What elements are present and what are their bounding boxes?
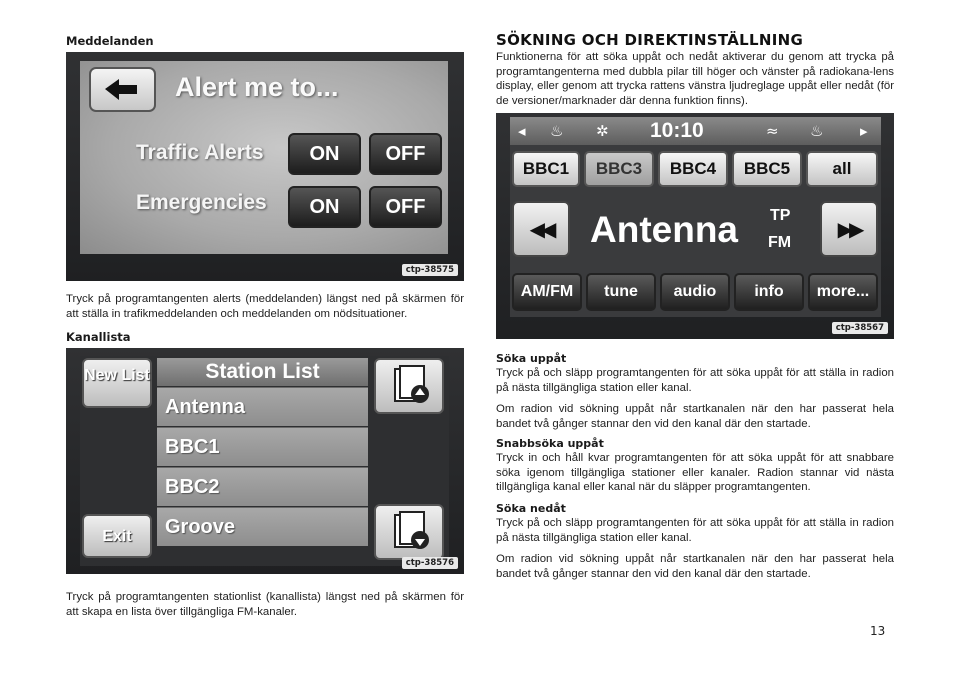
speaker-right-icon: ▸ — [860, 122, 868, 140]
status-bar — [510, 117, 881, 145]
preset-button-all[interactable]: all — [806, 151, 878, 187]
page-down-icon — [376, 506, 442, 558]
am-fm-button[interactable]: AM/FM — [512, 273, 582, 311]
paragraph-alerts: Tryck på programtangenten alerts (meddelanden) längst ned på skärmen för att ställa in trafikmeddelanden och meddelanden om nödsituationer. — [66, 293, 464, 320]
seek-up-button[interactable] — [820, 201, 878, 257]
traffic-alerts-on-button[interactable]: ON — [288, 133, 361, 175]
new-list-label: New List — [84, 367, 150, 384]
paragraph-soka-uppat-2: Om radion vid sökning uppåt når startkanalen när den har passerat hela bandet två gånger stannar den vid den kanal där den startade. — [496, 403, 894, 430]
traffic-alerts-off-button[interactable]: OFF — [369, 133, 442, 175]
seat-heat-icon: ♨ — [550, 122, 564, 140]
preset-button-selected[interactable]: BBC3 — [584, 151, 654, 187]
back-arrow-icon — [91, 69, 154, 110]
current-station: Antenna — [590, 209, 738, 250]
tp-indicator: TP — [770, 207, 791, 224]
seek-forward-icon: ▶▶ — [837, 217, 861, 241]
preset-button[interactable]: BBC4 — [658, 151, 728, 187]
emergencies-off-button[interactable]: OFF — [369, 186, 442, 228]
scroll-up-button[interactable] — [374, 358, 444, 414]
alert-screen-display — [80, 61, 448, 254]
paragraph-snabbsoka-uppat: Tryck in och håll kvar programtangenten för att söka uppåt för att snabbare söka igenom tillgängliga stationer eller kanaler. Radion stannar vid nästa tillgängliga kanal eller kanal när du släpper programtangenten. — [496, 452, 894, 494]
paragraph-soka-nedat-2: Om radion vid sökning uppåt når startkanalen när den har passerat hela bandet två gånger stannar den vid den kanal där den startade. — [496, 553, 894, 580]
station-row[interactable]: Groove — [157, 507, 368, 546]
paragraph-stationlist: Tryck på programtangenten stationlist (kanallista) längst ned på skärmen för att skapa en lista över tillgängliga FM-kanaler. — [66, 591, 464, 618]
page-up-icon — [376, 360, 442, 412]
tune-button[interactable]: tune — [586, 273, 656, 311]
traffic-alerts-label: Traffic Alerts — [136, 141, 264, 164]
image-tag: ctp-38567 — [832, 322, 888, 334]
clock: 10:10 — [650, 119, 704, 142]
seek-down-button[interactable] — [512, 201, 570, 257]
station-list-display — [80, 356, 449, 566]
exit-button[interactable] — [82, 514, 152, 558]
paragraph-soka-nedat-1: Tryck på och släpp programtangenten för att söka uppåt för att ställa in radion på nästa tillgängliga station eller kanal. — [496, 517, 894, 544]
seat-heat-right-icon: ♨ — [810, 122, 824, 140]
station-row[interactable]: Antenna — [157, 387, 368, 426]
radio-display — [510, 117, 881, 317]
seek-back-icon: ◀◀ — [529, 217, 553, 241]
climate-icon: ≈ — [766, 122, 779, 140]
station-list-title: Station List — [157, 358, 368, 386]
station-row[interactable]: BBC1 — [157, 427, 368, 466]
speaker-left-icon: ◂ — [518, 122, 526, 140]
alert-title: Alert me to... — [175, 72, 339, 102]
audio-button[interactable]: audio — [660, 273, 730, 311]
section-heading-meddelanden: Meddelanden — [66, 34, 154, 48]
back-button[interactable] — [89, 67, 156, 112]
preset-button[interactable]: BBC1 — [512, 151, 580, 187]
image-tag: ctp-38576 — [402, 557, 458, 569]
exit-label: Exit — [102, 528, 132, 545]
station-list-screen-image — [66, 348, 464, 574]
subheading-soka-uppat: Söka uppåt — [496, 352, 567, 365]
preset-button[interactable]: BBC5 — [732, 151, 802, 187]
page-number: 13 — [870, 624, 886, 638]
fan-icon: ✲ — [596, 122, 609, 140]
image-tag: ctp-38575 — [402, 264, 458, 276]
radio-screen-image — [496, 113, 894, 339]
fm-indicator: FM — [768, 234, 792, 251]
paragraph-intro: Funktionerna för att söka uppåt och nedåt aktiverar du genom att trycka på programtangenterna med dubbla pilar till höger och vänster på radiokana-lens display, eller genom att trycka rattens vänstra ljudreglage uppåt eller nedåt (för de versioner/marknader där denna funktion finns). — [496, 51, 894, 107]
section-heading-kanallista: Kanallista — [66, 330, 131, 344]
subheading-snabbsoka-uppat: Snabbsöka uppåt — [496, 437, 604, 450]
subheading-soka-nedat: Söka nedåt — [496, 502, 566, 515]
more-button[interactable]: more... — [808, 273, 878, 311]
paragraph-soka-uppat-1: Tryck på och släpp programtangenten för att söka uppåt för att ställa in radion på nästa tillgängliga station eller kanal. — [496, 367, 894, 394]
emergencies-on-button[interactable]: ON — [288, 186, 361, 228]
station-row[interactable]: BBC2 — [157, 467, 368, 506]
section-heading-sokning: SÖKNING OCH DIREKTINSTÄLLNING — [496, 31, 804, 49]
scroll-down-button[interactable] — [374, 504, 444, 560]
info-button[interactable]: info — [734, 273, 804, 311]
emergencies-label: Emergencies — [136, 191, 267, 214]
alert-screen-image — [66, 52, 464, 281]
new-list-button[interactable] — [82, 358, 152, 408]
